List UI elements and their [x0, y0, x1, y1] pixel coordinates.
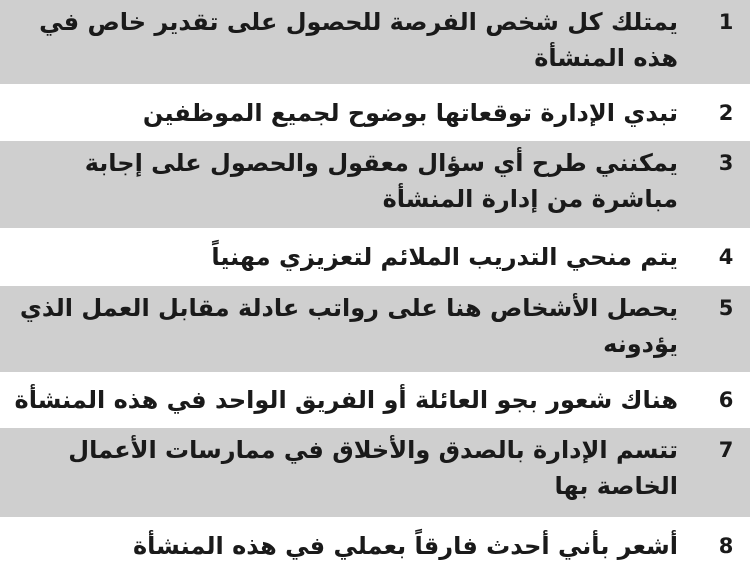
table-row — [0, 428, 750, 517]
row-text: تبدي الإدارة توقعاتها بوضوح لجميع الموظفين — [142, 98, 678, 127]
row-text: تتسم الإدارة بالصدق والأخلاق في ممارسات الأعمال الخاصة بها — [68, 436, 678, 500]
row-text: يتم منحي التدريب الملائم لتعزيزي مهنياً — [211, 243, 678, 271]
row-number: 2 — [718, 100, 734, 125]
row-number: 5 — [718, 296, 734, 320]
table-row — [0, 372, 750, 428]
row-text: أشعر بأني أحدث فارقاً بعملي في هذه المنشأة — [132, 531, 678, 560]
row-number: 8 — [718, 533, 734, 558]
row-text: يحصل الأشخاص هنا على رواتب عادلة مقابل العمل الذي يؤدونه — [19, 294, 678, 358]
table-row — [0, 141, 750, 228]
row-number: 3 — [718, 151, 734, 175]
row-text: يمتلك كل شخص الفرصة للحصول على تقدير خاص في هذه المنشأة — [39, 8, 678, 72]
row-text: يمكنني طرح أي سؤال معقول والحصول على إجابة مباشرة من إدارة المنشأة — [84, 149, 678, 213]
table-row — [0, 228, 750, 286]
row-number: 7 — [718, 438, 734, 462]
row-number: 6 — [718, 388, 734, 412]
row-number: 4 — [718, 245, 734, 269]
table-row — [0, 517, 750, 574]
table-row — [0, 0, 750, 84]
row-text: هناك شعور بجو العائلة أو الفريق الواحد في هذه المنشأة — [14, 386, 678, 414]
table-row — [0, 84, 750, 141]
row-number: 1 — [718, 10, 734, 34]
table-row — [0, 286, 750, 372]
